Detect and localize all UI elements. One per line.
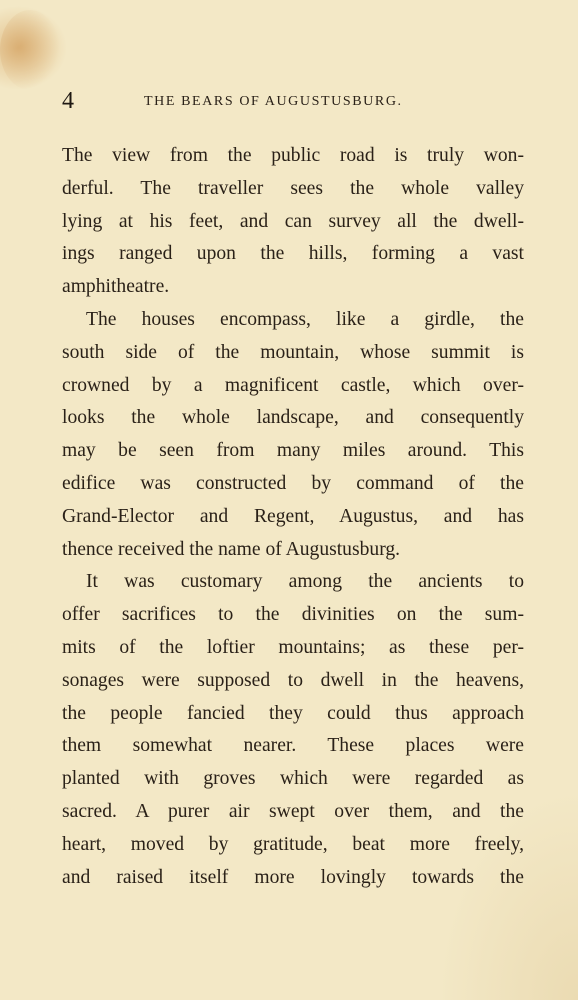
text-line: offer sacrifices to the divinities on the sum- [62,604,524,626]
text-line: looks the whole landscape, and consequently [62,407,524,429]
text-line: lying at his feet, and can survey all the dwell- [62,210,524,232]
text-line: Grand-Elector and Regent, Augustus, and has [62,505,524,527]
text-line: It was customary among the ancients to [86,571,524,593]
text-line: the people fancied they could thus approach [62,702,524,724]
page-header [62,86,524,116]
text-line: derful. The traveller sees the whole valley [62,177,524,199]
text-line: planted with groves which were regarded as [62,768,524,790]
text-line: may be seen from many miles around. This [62,440,524,462]
running-title: THE BEARS OF AUGUSTUSBURG. [144,94,403,109]
text-line: ings ranged upon the hills, forming a vast [62,243,524,265]
text-line: them somewhat nearer. These places were [62,735,524,757]
text-line: The view from the public road is truly won- [62,145,524,166]
body-text [62,140,524,894]
text-line: edifice was constructed by command of the [62,472,524,494]
text-line: crowned by a magnificent castle, which over- [62,374,524,396]
text-line: sacred. A purer air swept over them, and the [62,800,524,822]
text-line: mits of the loftier mountains; as these per- [62,636,524,658]
text-line: sonages were supposed to dwell in the heavens, [62,669,524,691]
text-line: thence received the name of Augustusburg. [62,538,401,560]
page-number: 4 [62,88,74,114]
text-line: heart, moved by gratitude, beat more freely, [62,833,524,855]
age-stain [0,10,60,90]
text-line: The houses encompass, like a girdle, the [86,308,524,330]
text-line: and raised itself more lovingly towards the [62,866,524,888]
text-line: south side of the mountain, whose summit is [62,341,524,363]
text-line: amphitheatre. [62,276,170,298]
